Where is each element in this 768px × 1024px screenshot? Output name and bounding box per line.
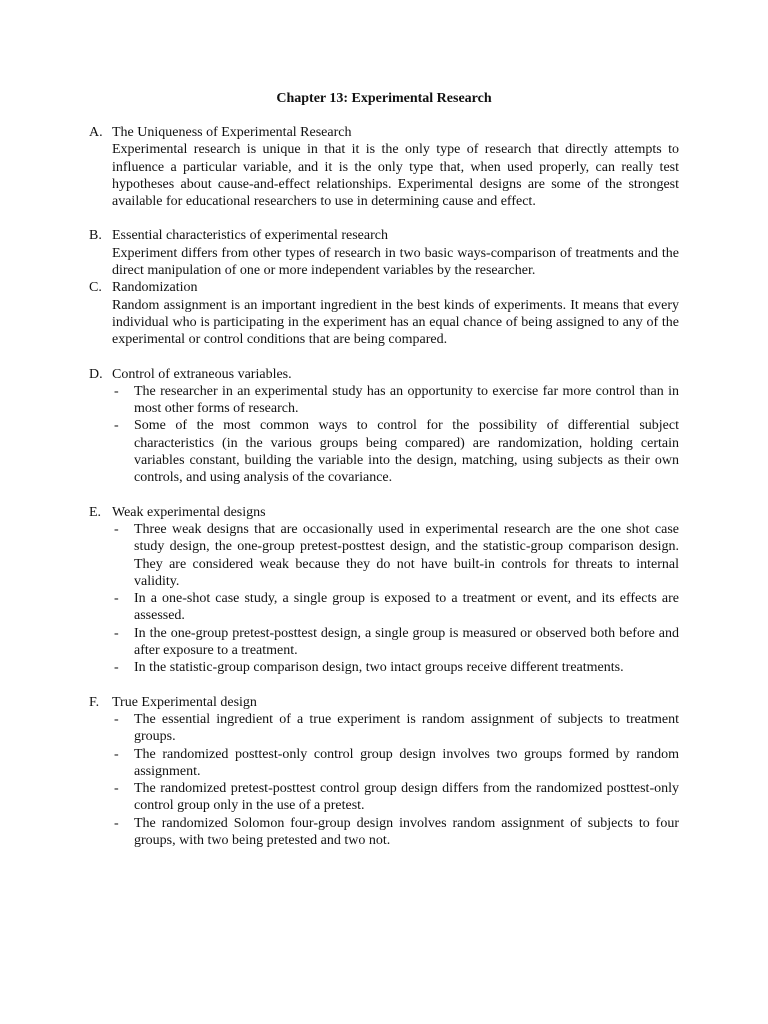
bullet-text: In the statistic-group comparison design, two intact groups receive different treatments.	[134, 660, 624, 676]
bullet-marker: -	[114, 746, 119, 762]
bullet-text: The essential ingredient of a true experiment is random assignment of subjects to treatment groups.	[134, 711, 679, 745]
bullet-marker: -	[114, 521, 119, 537]
bullet-marker: -	[114, 781, 119, 797]
bullet-marker: -	[114, 815, 119, 831]
section-heading: Essential characteristics of experimental research	[112, 228, 388, 244]
section-heading-row	[89, 694, 679, 711]
bullet-text: In the one-group pretest-posttest design, a single group is measured or observed both before and after exposure to a treatment.	[134, 625, 679, 659]
list-item	[112, 746, 679, 781]
bullet-text: The randomized Solomon four-group design involves random assignment of subjects to four groups, with two being pretested and two not.	[134, 815, 679, 848]
section-heading-row	[89, 504, 679, 521]
section-paragraph: Experiment differs from other types of research in two basic ways-comparison of treatments and the direct manipulation of one or more independent variables by the researcher.	[112, 245, 679, 279]
section-f	[89, 694, 679, 850]
page-title: Chapter 13: Experimental Research	[276, 91, 492, 106]
bullet-text: The randomized pretest-posttest control group design differs from the randomized posttest-only control group only in the use of a pretest.	[134, 781, 679, 814]
list-item	[112, 417, 679, 486]
section-paragraph: Random assignment is an important ingredient in the best kinds of experiments. It means that every individual who is participating in the experiment has an equal chance of being assigned to any of the experimental or control conditions that are being compared.	[112, 297, 679, 348]
section-paragraph: Experimental research is unique in that it is the only type of research that directly attempts to influence a particular variable, and it is the only type that, when used properly, can really test hypotheses about cause-and-effect relationships. Experimental designs are some of the strongest available for educational researchers to use in determining cause and effect.	[112, 142, 679, 210]
list-item	[112, 521, 679, 590]
bullet-list	[89, 521, 679, 677]
bullet-marker: -	[114, 591, 119, 607]
bullet-list	[89, 711, 679, 849]
section-d	[89, 366, 679, 487]
section-letter: E.	[89, 504, 102, 520]
list-item	[112, 659, 679, 676]
section-a	[89, 124, 679, 210]
section-letter: F.	[89, 694, 100, 710]
list-item	[112, 780, 679, 815]
section-b	[89, 227, 679, 279]
bullet-text: The randomized posttest-only control group design involves two groups formed by random assignment.	[134, 746, 679, 779]
section-e	[89, 504, 679, 677]
bullet-list	[89, 383, 679, 487]
section-heading: Control of extraneous variables.	[112, 366, 292, 382]
section-c	[89, 279, 679, 348]
list-item	[112, 625, 679, 660]
section-heading: True Experimental design	[112, 694, 257, 710]
section-heading-row	[89, 227, 679, 244]
bullet-text: Some of the most common ways to control for the possibility of differential subject characteristics (in the various groups being compared) are randomization, holding certain variables constant, building the variable into the design, matching, using subjects as their own controls, and using analysis of the covariance.	[134, 418, 679, 486]
document-body	[89, 124, 679, 849]
list-item	[112, 711, 679, 746]
section-heading-row	[89, 124, 679, 141]
section-letter: C.	[89, 280, 102, 296]
section-heading-row	[89, 279, 679, 296]
list-item	[112, 590, 679, 625]
section-heading: The Uniqueness of Experimental Research	[112, 125, 352, 140]
bullet-text: The researcher in an experimental study has an opportunity to exercise far more control than in most other forms of research.	[134, 383, 679, 417]
list-item	[112, 815, 679, 850]
bullet-marker: -	[114, 418, 119, 434]
bullet-marker: -	[114, 383, 119, 399]
section-heading: Randomization	[112, 280, 198, 296]
section-letter: D.	[89, 366, 103, 382]
bullet-marker: -	[114, 625, 119, 641]
bullet-marker: -	[114, 660, 119, 676]
list-item	[112, 383, 679, 418]
bullet-text: Three weak designs that are occasionally used in experimental research are the one shot case study design, the one-group pretest-posttest design, and the statistic-group comparison design. They are considered weak because they do not have built-in controls for threats to internal validity.	[134, 521, 679, 589]
section-letter: A.	[89, 125, 103, 140]
bullet-marker: -	[114, 711, 119, 727]
bullet-text: In a one-shot case study, a single group is exposed to a treatment or event, and its effects are assessed.	[134, 591, 679, 624]
section-heading: Weak experimental designs	[112, 504, 266, 520]
section-letter: B.	[89, 228, 102, 244]
section-heading-row	[89, 366, 679, 383]
